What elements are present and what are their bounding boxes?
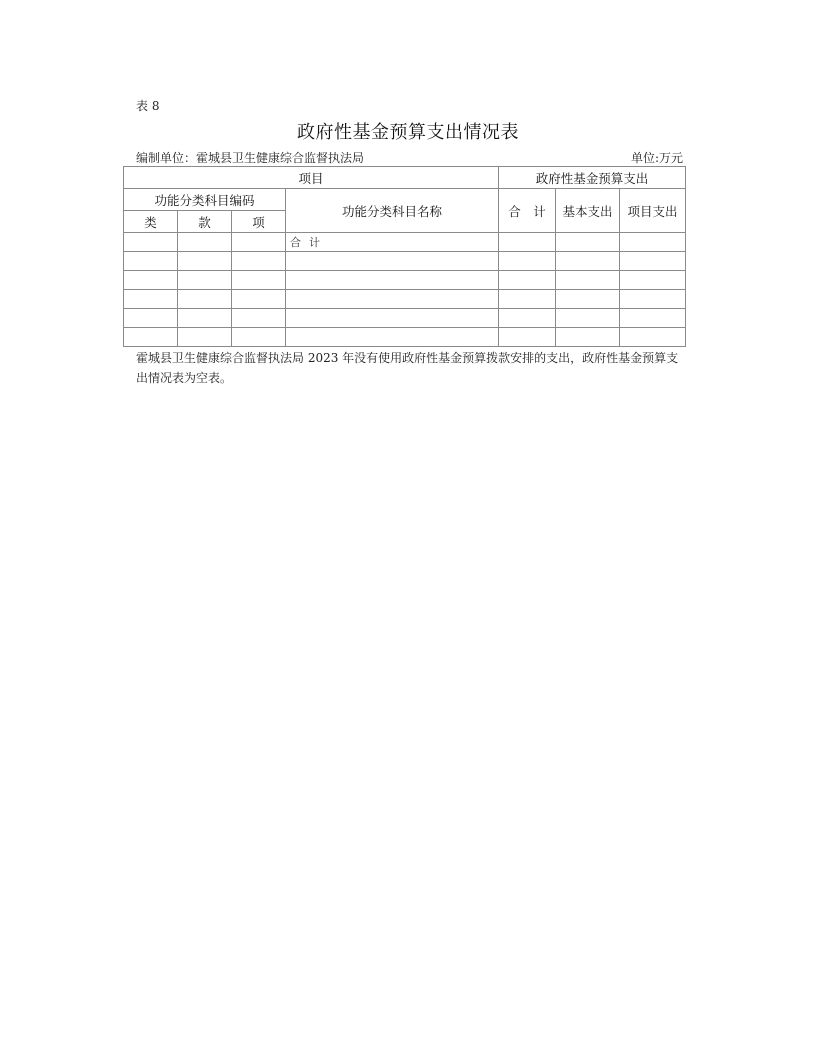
header-project: 项目 bbox=[124, 167, 499, 189]
header-total: 合 计 bbox=[499, 189, 556, 233]
document-title: 政府性基金预算支出情况表 bbox=[297, 122, 519, 143]
table-cell bbox=[124, 233, 178, 252]
header-fund-expenditure: 政府性基金预算支出 bbox=[499, 167, 686, 189]
header-function-code: 功能分类科目编码 bbox=[124, 189, 286, 211]
header-project-expenditure: 项目支出 bbox=[620, 189, 686, 233]
table-cell bbox=[499, 233, 556, 252]
table-cell bbox=[232, 233, 286, 252]
table-row bbox=[124, 290, 686, 309]
table-row bbox=[124, 328, 686, 347]
header-function-name: 功能分类科目名称 bbox=[286, 189, 499, 233]
table-number: 表 8 bbox=[136, 99, 160, 113]
table-cell bbox=[178, 233, 232, 252]
table-row bbox=[124, 309, 686, 328]
table-row-total bbox=[124, 233, 686, 252]
table-row bbox=[124, 252, 686, 271]
table-row bbox=[124, 271, 686, 290]
table-cell bbox=[620, 233, 686, 252]
header-item: 项 bbox=[232, 211, 286, 233]
total-row-label: 合计 bbox=[286, 233, 499, 252]
header-basic-expenditure: 基本支出 bbox=[556, 189, 620, 233]
compiling-unit: 编制单位：霍城县卫生健康综合监督执法局 bbox=[136, 151, 365, 165]
header-category: 类 bbox=[124, 211, 178, 233]
table-cell bbox=[556, 233, 620, 252]
expenditure-table bbox=[123, 166, 686, 347]
header-section: 款 bbox=[178, 211, 232, 233]
currency-unit: 单位:万元 bbox=[630, 151, 683, 165]
explanatory-note: 霍城县卫生健康综合监督执法局 2023 年没有使用政府性基金预算拨款安排的支出，政府性基金预算支出情况表为空表。 bbox=[136, 351, 679, 385]
